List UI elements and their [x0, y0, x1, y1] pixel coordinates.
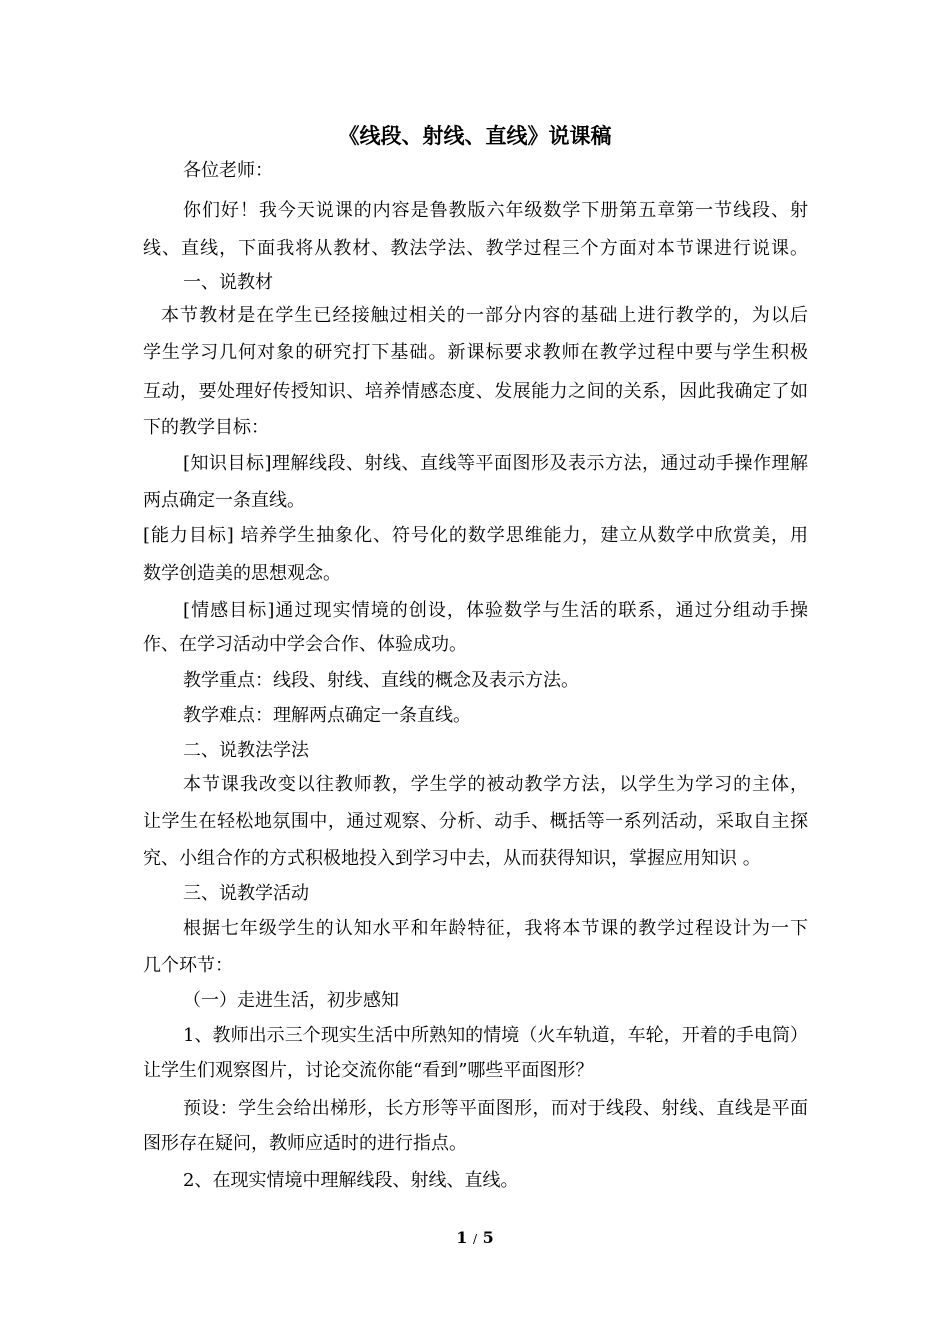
section-heading: 三、说教学活动 [183, 883, 309, 904]
total-pages: 5 [482, 1228, 494, 1247]
paragraph-line: 下的教学目标： [143, 417, 269, 438]
document-title: 《线段、射线、直线》说课稿 [338, 123, 612, 148]
paragraph-line: 学生学习几何对象的研究打下基础。新课标要求教师在教学过程中要与学生积极 [143, 342, 808, 363]
paragraph-line: 本节教材是在学生已经接触过相关的一部分内容的基础上进行教学的，为以后 [161, 305, 808, 326]
paragraph-line: 究、小组合作的方式积极地投入到学习中去，从而获得知识，掌握应用知识 。 [143, 848, 761, 869]
paragraph-line: 线、直线，下面我将从教材、教法学法、教学过程三个方面对本节课进行说课。 [143, 238, 808, 259]
paragraph-line: 根据七年级学生的认知水平和年龄特征，我将本节课的教学过程设计为一下 [183, 918, 808, 939]
paragraph-line: [情感目标]通过现实情境的创设，体验数学与生活的联系，通过分组动手操 [183, 600, 808, 621]
paragraph-line: 让学生在轻松地氛围中，通过观察、分析、动手、概括等一系列活动，采取自主探 [143, 811, 808, 832]
paragraph-line: 预设：学生会给出梯形，长方形等平面图形，而对于线段、射线、直线是平面 [183, 1098, 808, 1119]
paragraph-line: 教学难点：理解两点确定一条直线。 [183, 705, 471, 726]
page-separator: / [472, 1232, 478, 1246]
subsection-heading: （一）走进生活，初步感知 [183, 990, 399, 1011]
page-number [0, 1228, 950, 1247]
section-heading: 一、说教材 [183, 272, 273, 293]
section-heading: 二、说教法学法 [183, 740, 309, 761]
paragraph-line: [能力目标] 培养学生抽象化、符号化的数学思维能力，建立从数学中欣赏美，用 [143, 525, 808, 546]
paragraph-line: 你们好！我今天说课的内容是鲁教版六年级数学下册第五章第一节线段、射 [183, 200, 808, 221]
paragraph-line: 教学重点：线段、射线、直线的概念及表示方法。 [183, 670, 579, 691]
paragraph-line: 互动，要处理好传授知识、培养情感态度、发展能力之间的关系，因此我确定了如 [143, 381, 808, 402]
paragraph-line: 让学生们观察图片，讨论交流你能“看到”哪些平面图形？ [143, 1060, 594, 1081]
greeting-line: 各位老师： [183, 160, 273, 181]
paragraph-line: 本节课我改变以往教师教，学生学的被动教学方法，以学生为学习的主体， [183, 774, 808, 795]
paragraph-line: 数学创造美的思想观念。 [143, 563, 341, 584]
paragraph-line: 几个环节： [143, 955, 233, 976]
paragraph-line: 图形存在疑问，教师应适时的进行指点。 [143, 1133, 467, 1154]
paragraph-line: 1、教师出示三个现实生活中所熟知的情境（火车轨道，车轮，开着的手电筒） [183, 1025, 808, 1046]
paragraph-line: 作、在学习活动中学会合作、体验成功。 [143, 634, 467, 655]
paragraph-line: [知识目标]理解线段、射线、直线等平面图形及表示方法，通过动手操作理解 [183, 453, 808, 474]
current-page: 1 [456, 1228, 468, 1247]
paragraph-line: 2、在现实情境中理解线段、射线、直线。 [183, 1170, 519, 1191]
paragraph-line: 两点确定一条直线。 [143, 490, 305, 511]
